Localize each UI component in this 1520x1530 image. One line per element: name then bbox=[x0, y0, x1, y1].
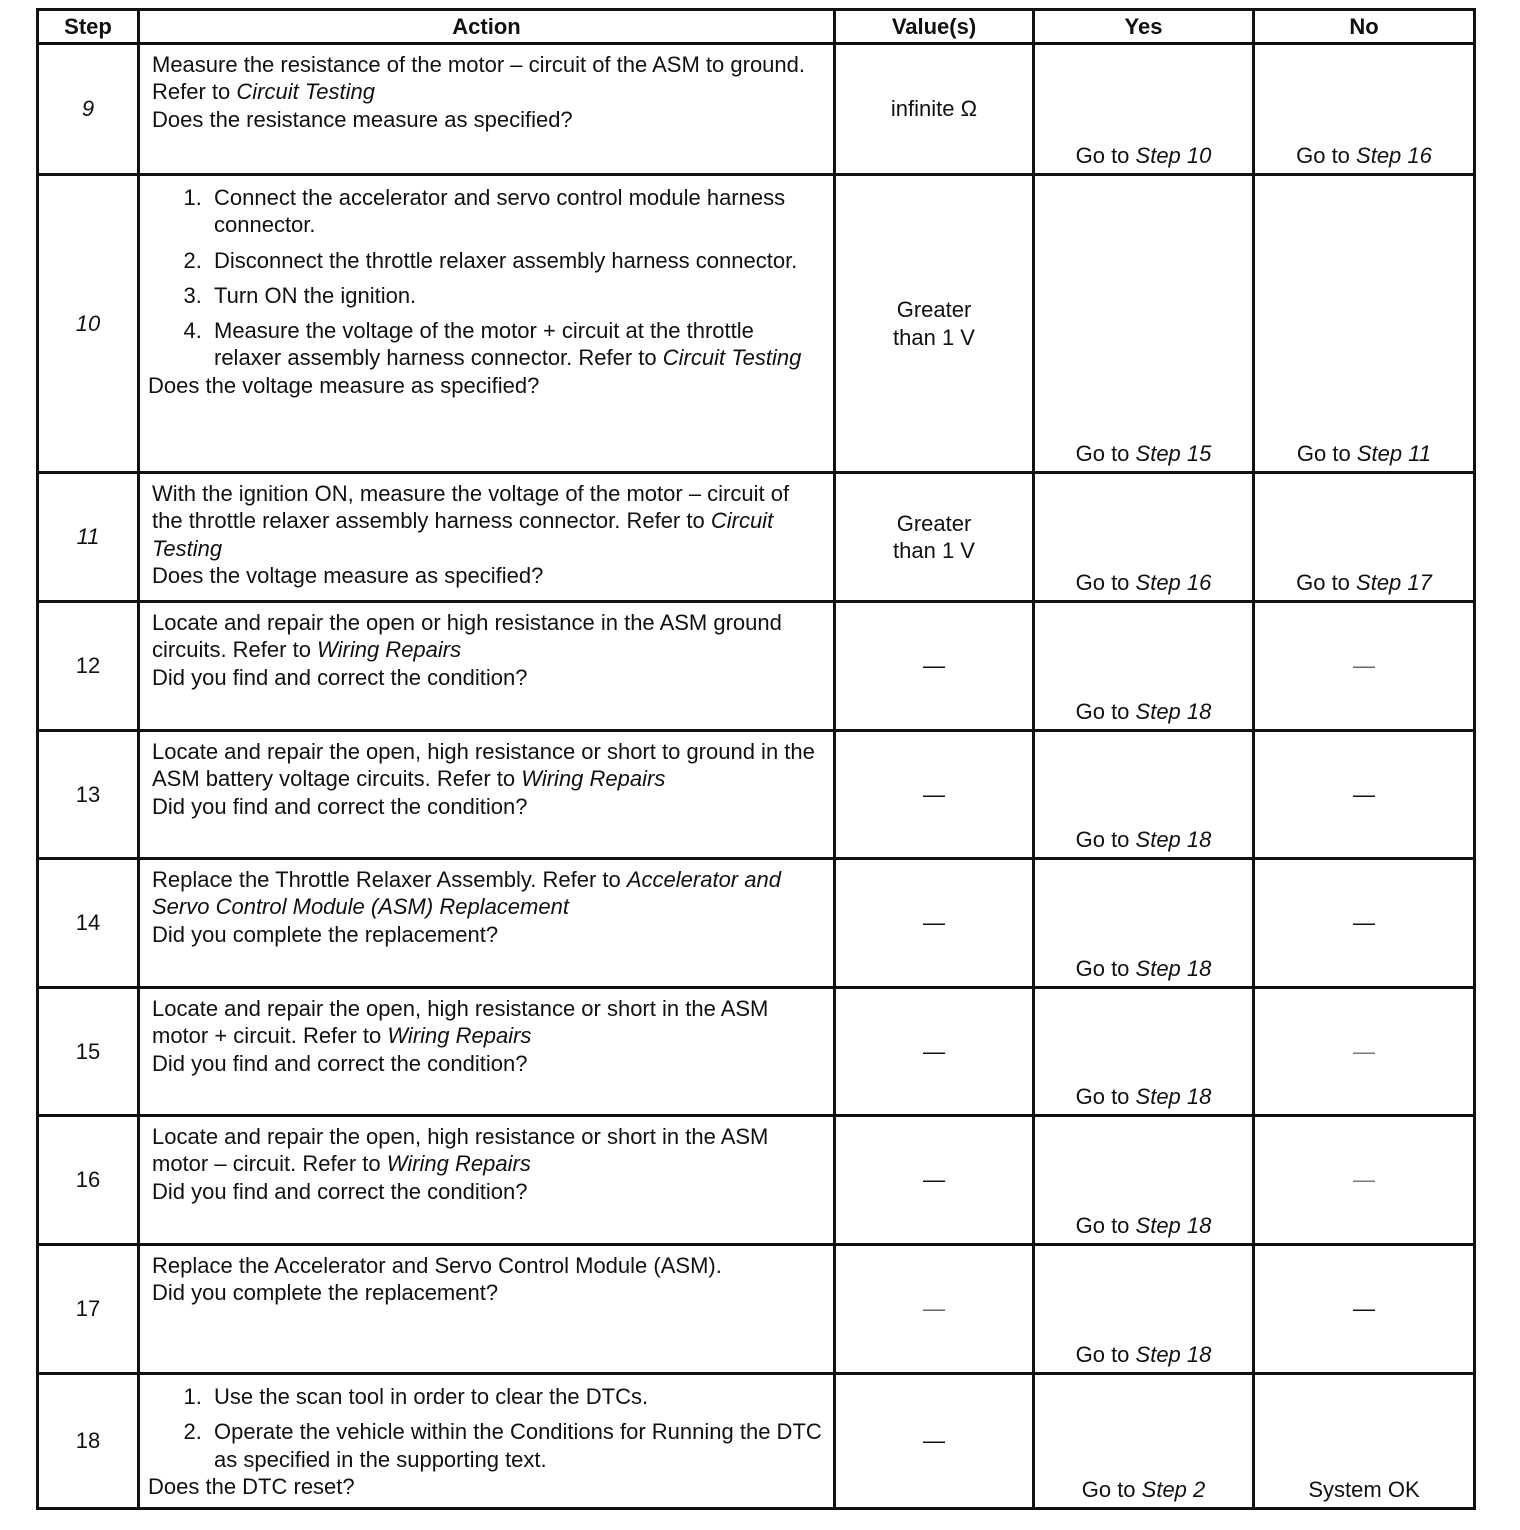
action-question: Did you find and correct the condition? bbox=[152, 793, 528, 819]
value-cell: — bbox=[835, 1374, 1034, 1509]
no-cell: — bbox=[1254, 1116, 1475, 1245]
value-cell: Greater than 1 V bbox=[835, 175, 1034, 473]
step-number: 16 bbox=[38, 1116, 139, 1245]
table-row bbox=[38, 859, 1475, 988]
reference-link: Circuit Testing bbox=[236, 79, 375, 105]
step-number: 18 bbox=[38, 1374, 139, 1509]
table-row bbox=[38, 602, 1475, 731]
step-number: 10 bbox=[38, 175, 139, 473]
table-row bbox=[38, 731, 1475, 859]
action-step-item: 4. Measure the voltage of the motor + circuit at the throttle relaxer assembly harness connector. Refer to Circuit Testing bbox=[208, 317, 825, 372]
action-text: Locate and repair the open or high resistance in the ASM ground circuits. Refer to Wiring Repairs bbox=[152, 610, 782, 663]
step-number: 9 bbox=[38, 44, 139, 175]
table-row bbox=[38, 473, 1475, 602]
reference-link: Wiring Repairs bbox=[521, 766, 666, 792]
table-row bbox=[38, 1374, 1475, 1509]
action-cell bbox=[139, 175, 835, 473]
no-cell: — bbox=[1254, 731, 1475, 859]
col-header-values: Value(s) bbox=[835, 10, 1034, 44]
action-cell bbox=[139, 1374, 835, 1509]
yes-cell: Go to Step 18 bbox=[1034, 859, 1254, 988]
step-number: 11 bbox=[38, 473, 139, 602]
action-cell bbox=[139, 473, 835, 602]
no-cell: Go to Step 11 bbox=[1254, 175, 1475, 473]
step-number: 13 bbox=[38, 731, 139, 859]
action-step-item: 1. Use the scan tool in order to clear the DTCs. bbox=[208, 1383, 825, 1410]
action-question: Does the DTC reset? bbox=[148, 1473, 355, 1499]
action-question: Did you complete the replacement? bbox=[152, 1280, 499, 1306]
action-text: Locate and repair the open, high resistance or short in the ASM motor – circuit. Refer to Wiring Repairs bbox=[152, 1124, 769, 1177]
no-cell: — bbox=[1254, 988, 1475, 1116]
action-cell bbox=[139, 44, 835, 175]
action-question: Did you complete the replacement? bbox=[152, 921, 499, 947]
action-cell bbox=[139, 988, 835, 1116]
table-row bbox=[38, 175, 1475, 473]
action-step-item: 2. Disconnect the throttle relaxer assembly harness connector. bbox=[208, 247, 825, 274]
reference-link: Circuit Testing bbox=[152, 508, 774, 561]
step-number: 12 bbox=[38, 602, 139, 731]
reference-link: Wiring Repairs bbox=[387, 1023, 532, 1049]
action-cell bbox=[139, 1245, 835, 1374]
step-number: 17 bbox=[38, 1245, 139, 1374]
action-question: Did you find and correct the condition? bbox=[152, 1178, 528, 1204]
no-cell: — bbox=[1254, 1245, 1475, 1374]
table-row bbox=[38, 1245, 1475, 1374]
value-cell: — bbox=[835, 859, 1034, 988]
col-header-no: No bbox=[1254, 10, 1475, 44]
no-cell: Go to Step 17 bbox=[1254, 473, 1475, 602]
action-question: Does the voltage measure as specified? bbox=[152, 562, 544, 588]
table-row bbox=[38, 988, 1475, 1116]
no-cell: — bbox=[1254, 602, 1475, 731]
no-cell: — bbox=[1254, 859, 1475, 988]
table-row bbox=[38, 1116, 1475, 1245]
diagnostic-table bbox=[36, 8, 1476, 1510]
reference-link: Wiring Repairs bbox=[386, 1151, 531, 1177]
reference-link: Wiring Repairs bbox=[317, 637, 462, 663]
action-steps bbox=[148, 184, 825, 372]
action-step-item: 2. Operate the vehicle within the Conditions for Running the DTC as specified in the supporting text. bbox=[208, 1418, 825, 1473]
action-question: Does the voltage measure as specified? bbox=[148, 372, 540, 398]
value-cell: infinite Ω bbox=[835, 44, 1034, 175]
no-cell: System OK bbox=[1254, 1374, 1475, 1509]
step-number: 15 bbox=[38, 988, 139, 1116]
yes-cell: Go to Step 18 bbox=[1034, 988, 1254, 1116]
action-text: Replace the Throttle Relaxer Assembly. Refer to Accelerator and Servo Control Module (ASM) Replacement bbox=[152, 867, 781, 920]
col-header-step: Step bbox=[38, 10, 139, 44]
value-cell: — bbox=[835, 1116, 1034, 1245]
yes-cell: Go to Step 18 bbox=[1034, 1116, 1254, 1245]
col-header-yes: Yes bbox=[1034, 10, 1254, 44]
action-text: Replace the Accelerator and Servo Control Module (ASM). bbox=[152, 1253, 722, 1278]
reference-link: Circuit Testing bbox=[662, 345, 802, 371]
yes-cell: Go to Step 18 bbox=[1034, 731, 1254, 859]
no-cell: Go to Step 16 bbox=[1254, 44, 1475, 175]
reference-link: Accelerator and Servo Control Module (ASM) Replacement bbox=[152, 867, 781, 920]
action-question: Does the resistance measure as specified? bbox=[152, 106, 573, 132]
table-row bbox=[38, 44, 1475, 175]
yes-cell: Go to Step 18 bbox=[1034, 1245, 1254, 1374]
action-text: With the ignition ON, measure the voltage of the motor – circuit of the throttle relaxer assembly harness connector. Refer to Circuit Testing bbox=[152, 481, 790, 561]
value-cell: — bbox=[835, 1245, 1034, 1374]
action-cell bbox=[139, 731, 835, 859]
header-row bbox=[38, 10, 1475, 44]
action-steps bbox=[148, 1383, 825, 1473]
value-cell: — bbox=[835, 602, 1034, 731]
action-step-item: 3. Turn ON the ignition. bbox=[208, 282, 825, 309]
action-cell bbox=[139, 602, 835, 731]
yes-cell: Go to Step 10 bbox=[1034, 44, 1254, 175]
col-header-action: Action bbox=[139, 10, 835, 44]
action-cell bbox=[139, 1116, 835, 1245]
value-cell: Greater than 1 V bbox=[835, 473, 1034, 602]
action-text: Locate and repair the open, high resistance or short to ground in the ASM battery voltage circuits. Refer to Wiring Repairs bbox=[152, 739, 815, 792]
action-cell bbox=[139, 859, 835, 988]
yes-cell: Go to Step 15 bbox=[1034, 175, 1254, 473]
yes-cell: Go to Step 16 bbox=[1034, 473, 1254, 602]
action-step-item: 1. Connect the accelerator and servo control module harness connector. bbox=[208, 184, 825, 239]
action-text: Measure the resistance of the motor – circuit of the ASM to ground. Refer to Circuit Testing bbox=[152, 52, 805, 105]
action-text: Locate and repair the open, high resistance or short in the ASM motor + circuit. Refer to Wiring Repairs bbox=[152, 996, 769, 1049]
value-cell: — bbox=[835, 988, 1034, 1116]
action-question: Did you find and correct the condition? bbox=[152, 1050, 528, 1076]
action-question: Did you find and correct the condition? bbox=[152, 664, 528, 690]
yes-cell: Go to Step 18 bbox=[1034, 602, 1254, 731]
step-number: 14 bbox=[38, 859, 139, 988]
yes-cell: Go to Step 2 bbox=[1034, 1374, 1254, 1509]
value-cell: — bbox=[835, 731, 1034, 859]
